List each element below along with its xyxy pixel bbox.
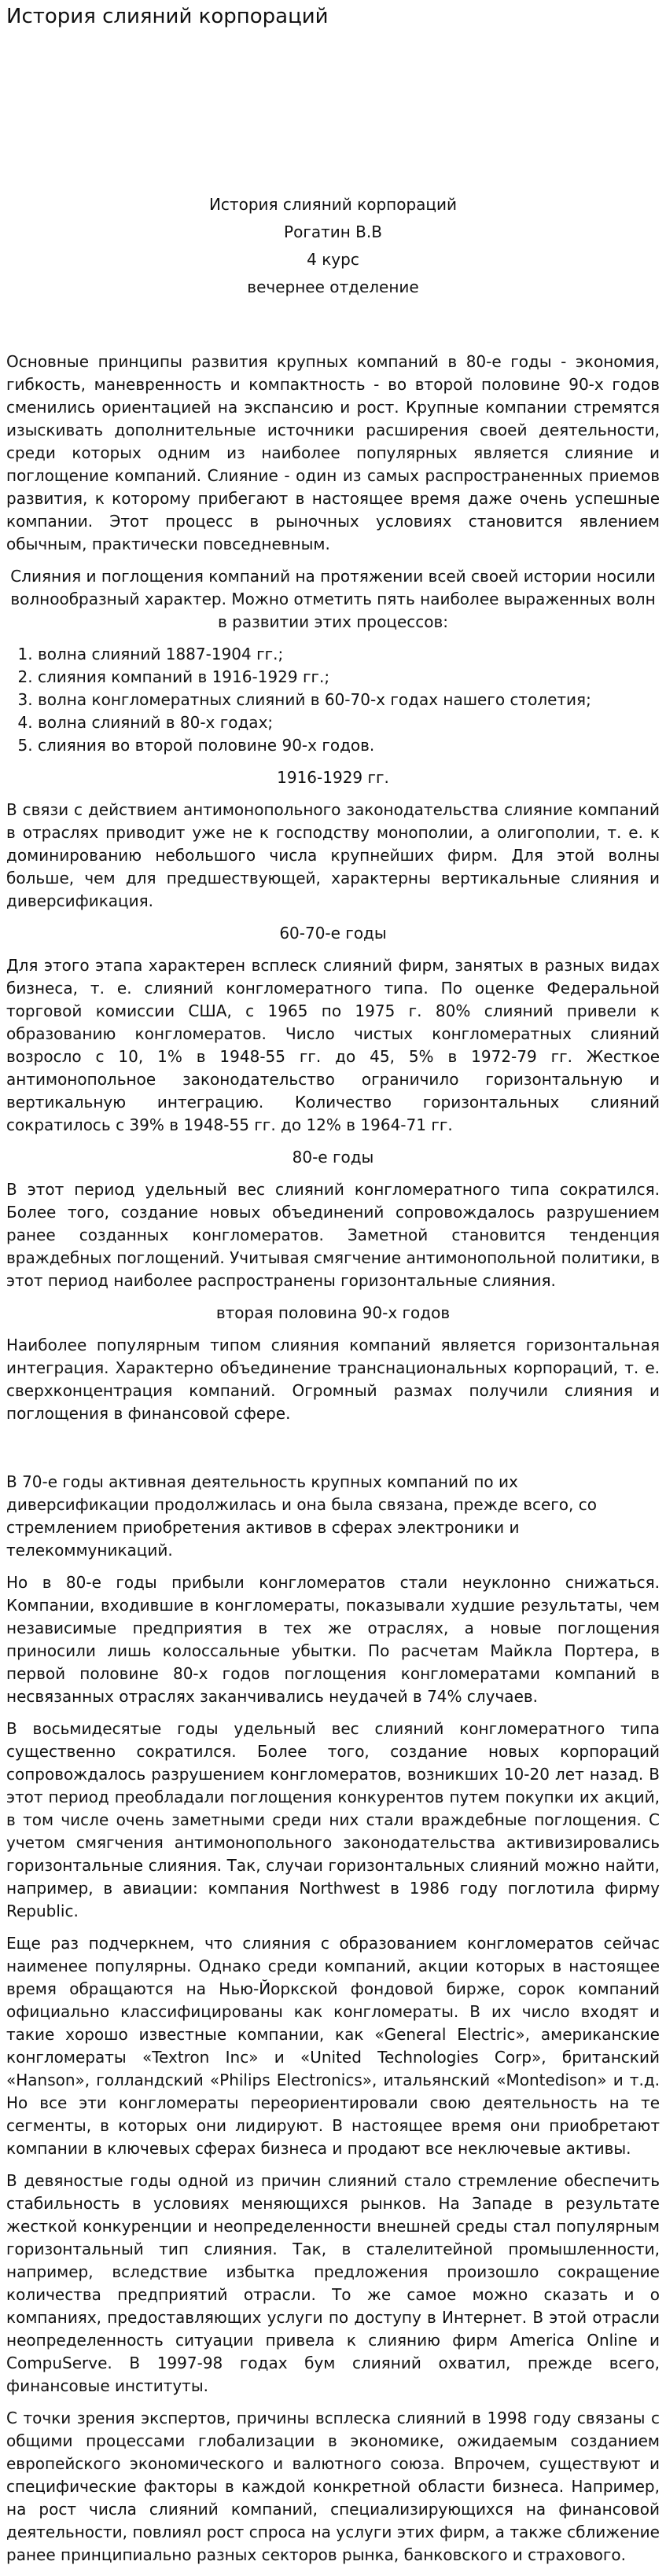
body-paragraph: В 70-е годы активная деятельность крупных компаний по их диверсификации продолжилась и она была связана, прежде всего, со стремлением приобретения активов в сферах электроники и телекоммуникаций. [6, 1472, 597, 1560]
section-heading: 80-е годы [292, 1148, 374, 1167]
course-line: 4 курс [307, 250, 359, 269]
section-paragraph: Наиболее популярным типом слияния компаний является горизонтальная интеграция. Характерно объединение транснациональных корпораций, т. е. сверхконцентрация компаний. Огромный размах получили слияния и поглощения в финансовой сфере. [6, 1336, 660, 1423]
body-paragraph: В девяностые годы одной из причин слияний стало стремление обеспечить стабильность в условиях меняющихся рынков. На Западе в результате жесткой конкуренции и неопределенности внешней среды стал популярным горизонтальный тип слияния. Так, в сталелитейной промышленности, например, вследствие избытка предложения произошло сокращение количества предприятий отрасли. То же самое можно сказать и о компаниях, предоставляющих услуги по доступу в Интернет. В этой отрасли неопределенность ситуации привела к слиянию фирм America Online и CompuServe. В 1997-98 годах бум слияний охватил, прежде всего, финансовые институты. [6, 2171, 660, 2395]
department-line: вечернее отделение [247, 277, 419, 296]
list-item: 1. волна слияний 1887-1904 гг.; [38, 643, 660, 666]
body-paragraph: С точки зрения экспертов, причины всплеска слияний в 1998 году связаны с общими процессами глобализации в экономике, ожидаемым созданием европейского экономического и валютного союза. Впрочем, существуют и специфические факторы в каждой конкретной области бизнеса. Например, на рост числа слияний компаний, специализирующихся на финансовой деятельности, повлиял рост спроса на услуги этих фирм, а также сближение ранее принципиально разных секторов рынка, банковского и страхового. [6, 2409, 660, 2564]
list-item: 2. слияния компаний в 1916-1929 гг.; [38, 666, 660, 689]
body-paragraph: В восьмидесятые годы удельный вес слияний конгломератного типа существенно сократился. Более того, создание новых корпораций сопровождалось разрушением конгломератов, возникших 10-20 лет назад. В этот период преобладали поглощения конкурентов путем покупки их акций, в том числе очень заметными среди них стали враждебные поглощения. С учетом смягчения антимонопольного законодательства активизировались горизонтальные слияния. Так, случаи горизонтальных слияний можно найти, например, в авиации: компания Northwest в 1986 году поглотила фирму Republic. [6, 1719, 660, 1920]
title-block [6, 193, 660, 346]
author-line: Рогатин В.В [284, 222, 382, 241]
list-item: 3. волна конгломератных слияний в 60-70-х годах нашего столетия; [38, 689, 660, 711]
section-heading: вторая половина 90-х годов [215, 1303, 451, 1322]
document-page [0, 5, 666, 2567]
list-item: 4. волна слияний в 80-х годах; [38, 711, 660, 734]
intro-paragraph: Основные принципы развития крупных компаний в 80-е годы - экономия, гибкость, маневренность и компактность - во второй половине 90-х годов сменились ориентацией на экспансию и рост. Крупные компании стремятся изыскивать дополнительные источники расширения своей деятельности, среди которых одним из наиболее популярных является слияние и поглощение компаний. Слияние - один из самых распространенных приемов развития, к которому прибегают в настоящее время даже очень успешные компании. Этот процесс в рыночных условиях становится явлением обычным, практически повседневным. [6, 352, 660, 553]
waves-intro-paragraph: Слияния и поглощения компаний на протяжении всей своей истории носили волнообразный характер. Можно отметить пять наиболее выраженных волн в развитии этих процессов: [10, 567, 656, 631]
waves-list [6, 643, 660, 757]
body-paragraph: Но в 80-е годы прибыли конгломератов стали неуклонно снижаться. Компании, входившие в конгломераты, показывали худшие результаты, чем независимые предприятия в тех же отраслях, а новые поглощения приносили лишь колоссальные убытки. По расчетам Майкла Портера, в первой половине 80-х годов поглощения конгломератами компаний в несвязанных отраслях заканчивались неудачей в 74% случаев. [6, 1573, 660, 1706]
section-heading: 60-70-е годы [279, 924, 387, 943]
body-paragraph: Еще раз подчеркнем, что слияния с образованием конгломератов сейчас наименее популярны. Однако среди компаний, акции которых в настоящее время обращаются на Нью-Йоркской фондовой бирже, сорок компаний официально классифицированы как конгломераты. В их число входят и такие хорошо известные компании, как «General Electric», американские конгломераты «Textron Inc» и «United Technologies Corp», британский «Hanson», голландский «Philips Electronics», итальянский «Montedison» и т.д. Но все эти конгломераты переориентировали свою деятельность на те сегменты, в которых они лидируют. В настоящее время они приобретают компании в ключевых сферах бизнеса и продают все неключевые активы. [6, 1934, 660, 2158]
section-heading: 1916-1929 гг. [277, 768, 389, 787]
section-paragraph: В этот период удельный вес слияний конгломератного типа сократился. Более того, создание новых объединений сопровождалось разрушением ранее созданных конгломератов. Заметной становится тенденция враждебных поглощений. Учитывая смягчение антимонопольной политики, в этот период наиболее распространены горизонтальные слияния. [6, 1180, 660, 1290]
section-paragraph: В связи с действием антимонопольного законодательства слияние компаний в отраслях приводит уже не к господству монополии, а олигополии, т. е. к доминированию небольшого числа крупнейших фирм. Для этой волны больше, чем для предшествующей, характерны вертикальные слияния и диверсификация. [6, 800, 660, 910]
document-heading: История слияний корпораций [6, 5, 329, 28]
list-item: 5. слияния во второй половине 90-х годов. [38, 734, 660, 757]
title-spacer [6, 303, 660, 346]
title-line: История слияний корпораций [208, 195, 458, 214]
section-paragraph: Для этого этапа характерен всплеск слияний фирм, занятых в разных видах бизнеса, т. е. слияний конгломератного типа. По оценке Федеральной торговой комиссии США, с 1965 по 1975 г. 80% слияний привели к образованию конгломератов. Число чистых конгломератных слияний возросло с 10, 1% в 1948-55 гг. до 45, 5% в 1972-79 гг. Жесткое антимонопольное законодательство ограничило горизонтальную и вертикальную интеграцию. Количество горизонтальных слияний сократилось с 39% в 1948-55 гг. до 12% в 1964-71 гг. [6, 956, 660, 1134]
section-gap [6, 1435, 660, 1471]
